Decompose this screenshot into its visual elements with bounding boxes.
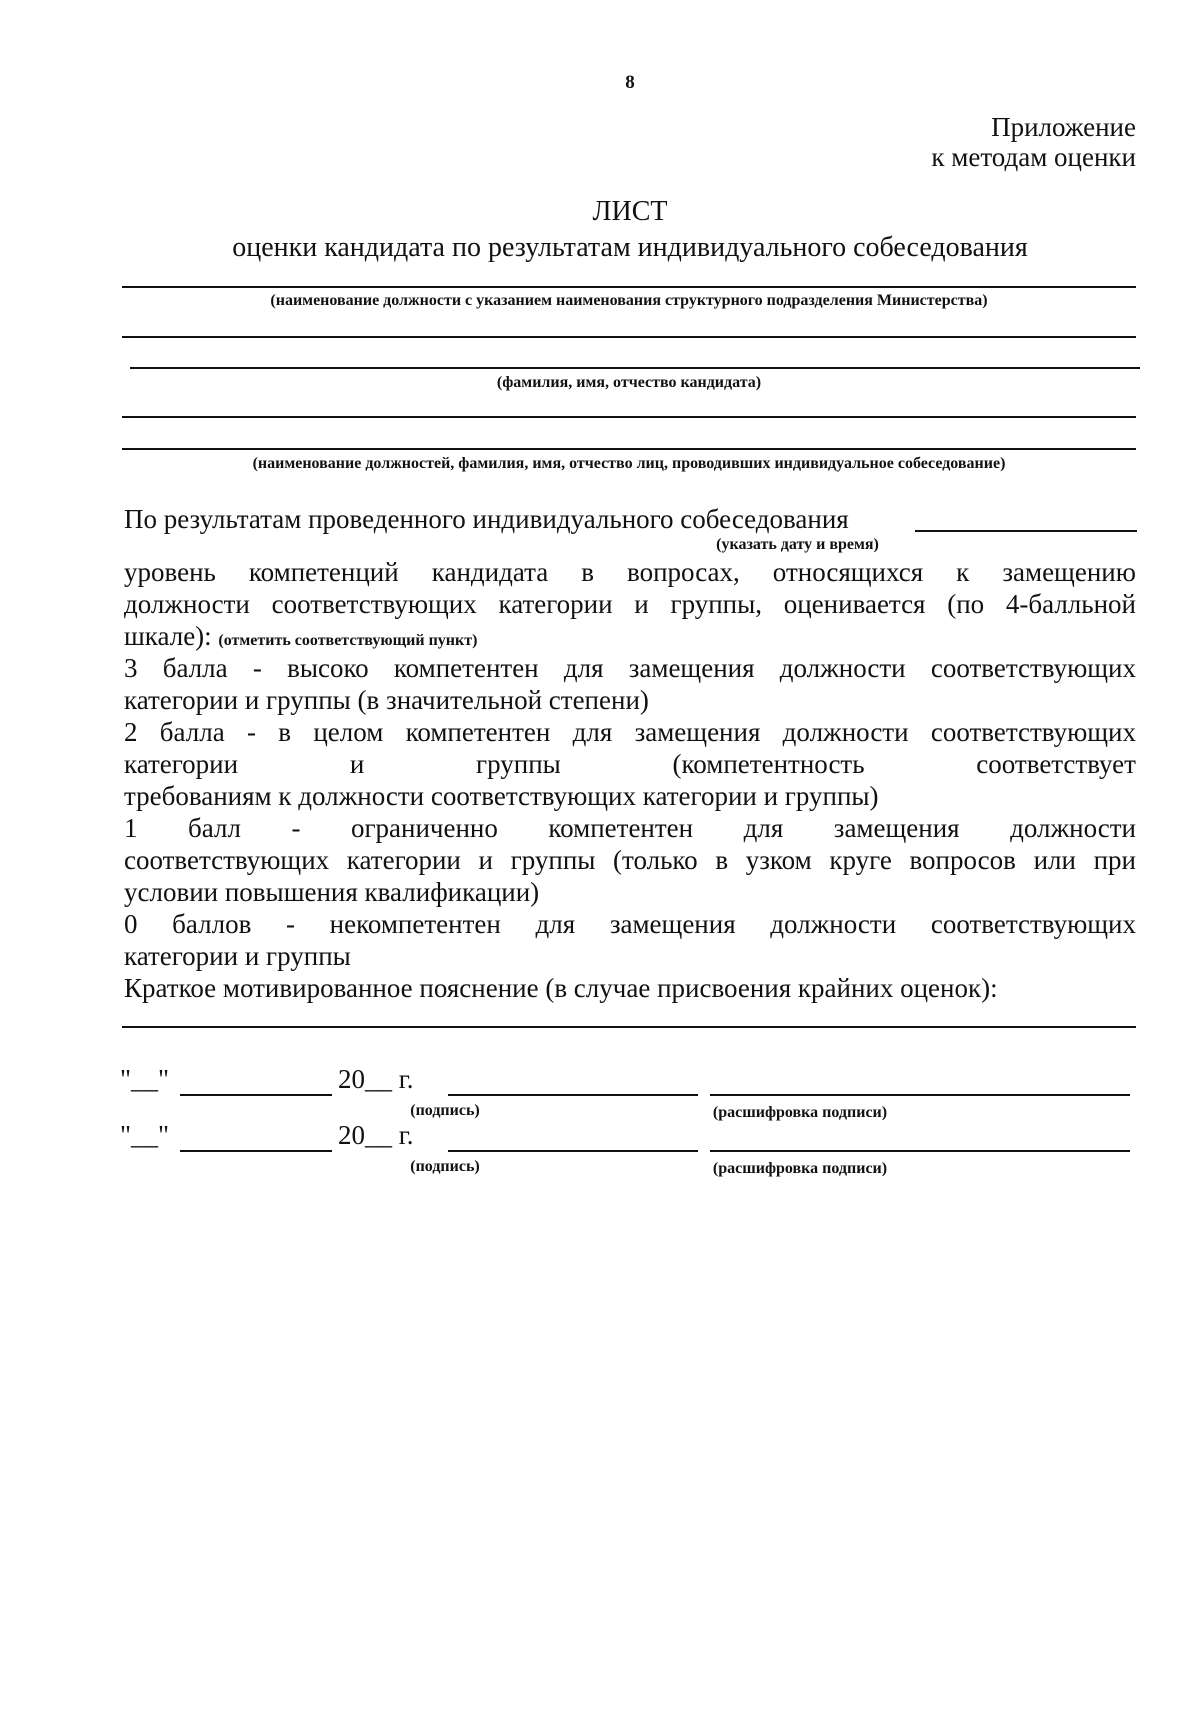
- score-0-word: -: [286, 909, 295, 939]
- score-0-word: для: [535, 909, 576, 939]
- level-word: к: [956, 557, 970, 587]
- sig-2-date-line: [180, 1150, 332, 1152]
- score-2-word: соответствует: [976, 749, 1136, 779]
- date-caption: (указать дату и время): [716, 536, 879, 553]
- appendix-line1: Приложение: [991, 112, 1136, 142]
- score-2-line-1: 2 балла - в целом компетентен для замещения должности соответствующих: [124, 717, 1136, 747]
- sig-2-year: 20__ г.: [338, 1120, 414, 1150]
- level-word: вопросах,: [627, 557, 740, 587]
- date-line: [915, 530, 1137, 532]
- level-word: относящихся: [772, 557, 924, 587]
- level-note: (отметить соответствующий пункт): [218, 632, 478, 649]
- score-0-word: некомпетентен: [329, 909, 501, 939]
- score-0-line-2: категории и группы: [124, 941, 351, 971]
- score-1-word: должности: [1010, 813, 1136, 843]
- position-line-2: [122, 336, 1136, 338]
- sig-1-quote: "__": [120, 1064, 170, 1094]
- sig-1-sign-caption: (подпись): [410, 1102, 480, 1119]
- score-3-line-2: категории и группы (в значительной степени): [124, 685, 649, 715]
- score-1-word: для: [743, 813, 784, 843]
- sig-2-name-caption: (расшифровка подписи): [712, 1160, 888, 1177]
- position-caption: (наименование должности с указанием наименования структурного подразделения Министерства): [270, 292, 988, 309]
- interviewers-caption: (наименование должностей, фамилия, имя, отчество лиц, проводивших индивидуальное собеседование): [252, 455, 1006, 472]
- score-0-line-1: [124, 908, 1136, 940]
- sig-2-sign-line: [448, 1150, 698, 1152]
- score-2-word: группы: [476, 749, 561, 779]
- sig-1-name-line: [710, 1094, 1130, 1096]
- sig-2-name-line: [710, 1150, 1130, 1152]
- level-word: уровень: [124, 557, 216, 587]
- score-0-word: баллов: [172, 909, 252, 939]
- candidate-line: [130, 367, 1140, 369]
- score-1-word: 1: [124, 813, 138, 843]
- sig-1-date-line: [180, 1094, 332, 1096]
- score-1-line-1: [124, 812, 1136, 844]
- score-1-line-2: соответствующих категории и группы (только в узком круге вопросов или при: [124, 845, 1136, 875]
- intro-line: По результатам проведенного индивидуального собеседования: [124, 504, 849, 534]
- appendix-line2: к методам оценки: [931, 142, 1136, 172]
- sig-1-sign-line: [448, 1094, 698, 1096]
- page-number: 8: [625, 72, 635, 93]
- level-word: компетенций: [248, 557, 399, 587]
- document-title: ЛИСТ: [592, 196, 668, 227]
- position-line: [122, 286, 1136, 288]
- score-0-word: замещения: [609, 909, 736, 939]
- score-2-word: (компетентность: [672, 749, 865, 779]
- level-line-1: [124, 556, 1136, 588]
- score-0-word: должности: [770, 909, 897, 939]
- candidate-caption: (фамилия, имя, отчество кандидата): [496, 374, 762, 391]
- sig-1-name-caption: (расшифровка подписи): [712, 1104, 888, 1121]
- score-2-word: категории: [124, 749, 239, 779]
- motivation-text: Краткое мотивированное пояснение (в случае присвоения крайних оценок):: [124, 973, 998, 1003]
- sig-2-sign-caption: (подпись): [410, 1158, 480, 1175]
- score-1-word: балл: [188, 813, 241, 843]
- score-1-line-3: условии повышения квалификации): [124, 877, 540, 907]
- score-1-word: компетентен: [548, 813, 694, 843]
- interviewers-line: [122, 448, 1136, 450]
- candidate-line-2: [122, 416, 1136, 418]
- score-2-line-2: [124, 748, 1136, 780]
- score-0-word: соответствующих: [930, 909, 1136, 939]
- level-word: в: [581, 557, 594, 587]
- score-1-word: ограниченно: [350, 813, 498, 843]
- score-1-word: замещения: [833, 813, 960, 843]
- score-1-word: -: [291, 813, 301, 843]
- level-word: замещению: [1002, 557, 1136, 587]
- motivation-line: [122, 1026, 1136, 1028]
- score-2-word: и: [349, 749, 365, 779]
- level-line-3-text: шкале):: [124, 621, 212, 651]
- document-subtitle: оценки кандидата по результатам индивидуального собеседования: [232, 232, 1028, 263]
- level-word: кандидата: [431, 557, 549, 587]
- sig-1-year: 20__ г.: [338, 1064, 414, 1094]
- level-line-2: должности соответствующих категории и группы, оценивается (по 4-балльной: [124, 589, 1136, 619]
- sig-2-quote: "__": [120, 1120, 170, 1150]
- score-3-line-1: 3 балла - высоко компетентен для замещения должности соответствующих: [124, 653, 1136, 683]
- score-0-word: 0: [124, 909, 138, 939]
- score-2-line-3: требованиям к должности соответствующих категории и группы): [124, 781, 879, 811]
